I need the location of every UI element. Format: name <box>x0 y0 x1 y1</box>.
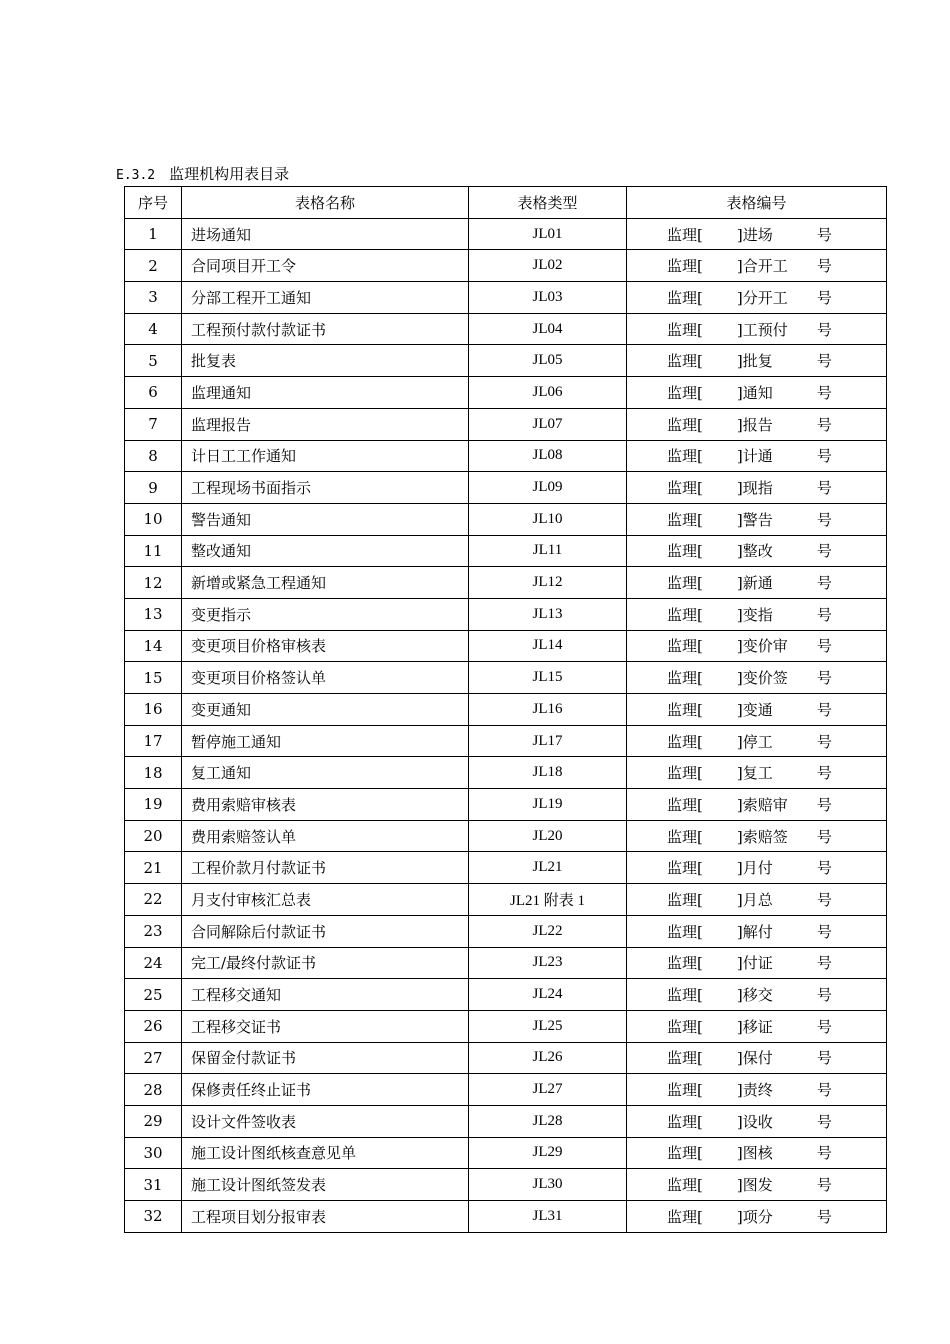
form-code-prefix: 监理[ <box>667 986 703 1005</box>
form-code-abbreviation: ]变价审 <box>736 637 788 656</box>
row-form-type: JL02 <box>469 250 627 282</box>
row-form-code <box>627 345 887 377</box>
form-code-abbreviation: ]变指 <box>736 605 773 624</box>
row-form-type: JL12 <box>469 567 627 599</box>
row-serial-number: 7 <box>125 408 182 440</box>
row-form-code <box>627 789 887 821</box>
row-form-name: 变更项目价格审核表 <box>182 630 469 662</box>
form-code-prefix: 监理[ <box>667 320 703 339</box>
form-code-suffix: 号 <box>816 225 832 244</box>
form-code-prefix: 监理[ <box>667 637 703 656</box>
table-row <box>125 1074 887 1106</box>
row-form-code <box>627 472 887 504</box>
form-code-suffix: 号 <box>816 1144 832 1163</box>
form-code-prefix: 监理[ <box>667 1049 703 1068</box>
row-form-name: 监理报告 <box>182 408 469 440</box>
form-code-prefix: 监理[ <box>667 447 703 466</box>
row-form-type: JL15 <box>469 662 627 694</box>
form-code <box>667 382 832 403</box>
form-code <box>667 255 832 276</box>
row-form-name: 新增或紧急工程通知 <box>182 567 469 599</box>
form-code-prefix: 监理[ <box>667 954 703 973</box>
row-serial-number: 24 <box>125 947 182 979</box>
form-code <box>667 1142 832 1163</box>
row-serial-number: 26 <box>125 1010 182 1042</box>
form-code-prefix: 监理[ <box>667 352 703 371</box>
form-code-abbreviation: ]解付 <box>736 922 773 941</box>
row-form-type: JL20 <box>469 820 627 852</box>
form-code-abbreviation: ]设收 <box>736 1112 773 1131</box>
form-code-abbreviation: ]停工 <box>736 732 773 751</box>
form-code <box>667 699 832 720</box>
form-code-suffix: 号 <box>816 1112 832 1131</box>
form-code-abbreviation: ]通知 <box>736 383 773 402</box>
row-form-code <box>627 725 887 757</box>
form-code-suffix: 号 <box>816 447 832 466</box>
form-code-suffix: 号 <box>816 415 832 434</box>
form-code-abbreviation: ]合开工 <box>736 257 788 276</box>
row-form-name: 工程移交证书 <box>182 1010 469 1042</box>
row-form-name: 月支付审核汇总表 <box>182 884 469 916</box>
row-serial-number: 32 <box>125 1201 182 1233</box>
form-code <box>667 1111 832 1132</box>
table-row <box>125 440 887 472</box>
form-code-suffix: 号 <box>816 954 832 973</box>
row-form-name: 暂停施工通知 <box>182 725 469 757</box>
row-form-name: 批复表 <box>182 345 469 377</box>
row-form-code <box>627 1169 887 1201</box>
form-code <box>667 731 832 752</box>
table-row <box>125 250 887 282</box>
table-row <box>125 757 887 789</box>
row-form-name: 工程项目划分报审表 <box>182 1201 469 1233</box>
table-row <box>125 598 887 630</box>
row-form-code <box>627 1105 887 1137</box>
row-form-type: JL31 <box>469 1201 627 1233</box>
form-code-suffix: 号 <box>816 288 832 307</box>
row-form-code <box>627 979 887 1011</box>
row-serial-number: 27 <box>125 1042 182 1074</box>
form-code-abbreviation: ]移交 <box>736 986 773 1005</box>
section-title: 监理机构用表目录 <box>169 165 290 183</box>
row-form-code <box>627 377 887 409</box>
table-row <box>125 1169 887 1201</box>
form-code-abbreviation: ]整改 <box>736 542 773 561</box>
table-row <box>125 313 887 345</box>
form-code-suffix: 号 <box>816 637 832 656</box>
row-serial-number: 20 <box>125 820 182 852</box>
row-serial-number: 21 <box>125 852 182 884</box>
form-code <box>667 224 832 245</box>
row-form-type: JL27 <box>469 1074 627 1106</box>
table-row <box>125 1010 887 1042</box>
form-code <box>667 350 832 371</box>
table-row <box>125 377 887 409</box>
form-code-suffix: 号 <box>816 1049 832 1068</box>
row-form-type: JL23 <box>469 947 627 979</box>
row-form-code <box>627 250 887 282</box>
row-form-type: JL17 <box>469 725 627 757</box>
form-code-prefix: 监理[ <box>667 1207 703 1226</box>
row-form-type: JL30 <box>469 1169 627 1201</box>
form-code-abbreviation: ]警告 <box>736 510 773 529</box>
table-row <box>125 852 887 884</box>
row-form-name: 警告通知 <box>182 503 469 535</box>
form-code-abbreviation: ]图发 <box>736 1176 773 1195</box>
row-form-name: 完工/最终付款证书 <box>182 947 469 979</box>
row-form-type: JL07 <box>469 408 627 440</box>
form-code-suffix: 号 <box>816 764 832 783</box>
row-serial-number: 1 <box>125 218 182 250</box>
row-form-name: 工程现场书面指示 <box>182 472 469 504</box>
form-code-suffix: 号 <box>816 827 832 846</box>
form-code <box>667 540 832 561</box>
table-row <box>125 662 887 694</box>
form-code-suffix: 号 <box>816 383 832 402</box>
form-code-suffix: 号 <box>816 1207 832 1226</box>
row-serial-number: 16 <box>125 694 182 726</box>
table-row <box>125 218 887 250</box>
row-serial-number: 8 <box>125 440 182 472</box>
form-code-suffix: 号 <box>816 922 832 941</box>
row-form-name: 变更项目价格签认单 <box>182 662 469 694</box>
form-code-abbreviation: ]进场 <box>736 225 773 244</box>
row-form-name: 施工设计图纸核查意见单 <box>182 1137 469 1169</box>
form-code-suffix: 号 <box>816 1081 832 1100</box>
row-serial-number: 14 <box>125 630 182 662</box>
form-code-prefix: 监理[ <box>667 1081 703 1100</box>
row-form-name: 分部工程开工通知 <box>182 282 469 314</box>
row-form-type: JL16 <box>469 694 627 726</box>
row-form-type: JL25 <box>469 1010 627 1042</box>
row-serial-number: 31 <box>125 1169 182 1201</box>
row-form-type: JL11 <box>469 535 627 567</box>
row-form-name: 监理通知 <box>182 377 469 409</box>
row-form-name: 工程预付款付款证书 <box>182 313 469 345</box>
form-code-suffix: 号 <box>816 1176 832 1195</box>
form-code <box>667 667 832 688</box>
row-form-name: 计日工工作通知 <box>182 440 469 472</box>
form-catalog-table <box>124 186 887 1233</box>
table-row <box>125 979 887 1011</box>
row-form-type: JL18 <box>469 757 627 789</box>
form-code-suffix: 号 <box>816 986 832 1005</box>
table-row <box>125 694 887 726</box>
row-serial-number: 18 <box>125 757 182 789</box>
form-code-suffix: 号 <box>816 700 832 719</box>
row-form-code <box>627 440 887 472</box>
row-form-name: 费用索赔签认单 <box>182 820 469 852</box>
form-code-prefix: 监理[ <box>667 479 703 498</box>
row-form-type: JL21 附表 1 <box>469 884 627 916</box>
form-code-prefix: 监理[ <box>667 574 703 593</box>
form-code <box>667 1206 832 1227</box>
table-row <box>125 789 887 821</box>
form-code <box>667 635 832 656</box>
row-form-code <box>627 282 887 314</box>
row-form-code <box>627 535 887 567</box>
form-code-suffix: 号 <box>816 1017 832 1036</box>
form-code-prefix: 监理[ <box>667 827 703 846</box>
form-code-suffix: 号 <box>816 542 832 561</box>
row-form-code <box>627 1010 887 1042</box>
row-form-type: JL04 <box>469 313 627 345</box>
table-row <box>125 1201 887 1233</box>
form-code <box>667 921 832 942</box>
form-code <box>667 509 832 530</box>
form-code-abbreviation: ]图核 <box>736 1144 773 1163</box>
row-form-name: 费用索赔审核表 <box>182 789 469 821</box>
form-code-suffix: 号 <box>816 257 832 276</box>
form-code <box>667 762 832 783</box>
form-code <box>667 857 832 878</box>
form-code-prefix: 监理[ <box>667 288 703 307</box>
row-form-code <box>627 1074 887 1106</box>
row-serial-number: 19 <box>125 789 182 821</box>
table-row <box>125 282 887 314</box>
form-code <box>667 477 832 498</box>
form-code-suffix: 号 <box>816 320 832 339</box>
row-form-name: 工程价款月付款证书 <box>182 852 469 884</box>
form-code <box>667 1174 832 1195</box>
form-code-abbreviation: ]月付 <box>736 859 773 878</box>
form-code-abbreviation: ]项分 <box>736 1207 773 1226</box>
row-form-code <box>627 567 887 599</box>
row-form-type: JL29 <box>469 1137 627 1169</box>
row-form-type: JL28 <box>469 1105 627 1137</box>
form-code-abbreviation: ]报告 <box>736 415 773 434</box>
row-form-code <box>627 884 887 916</box>
row-form-code <box>627 1042 887 1074</box>
table-row <box>125 503 887 535</box>
row-form-type: JL01 <box>469 218 627 250</box>
form-code-prefix: 监理[ <box>667 605 703 624</box>
form-code <box>667 1016 832 1037</box>
table-row <box>125 535 887 567</box>
form-code-prefix: 监理[ <box>667 1144 703 1163</box>
form-code-abbreviation: ]工预付 <box>736 320 788 339</box>
form-code-prefix: 监理[ <box>667 225 703 244</box>
table-body <box>125 218 887 1232</box>
row-serial-number: 9 <box>125 472 182 504</box>
row-form-type: JL08 <box>469 440 627 472</box>
row-serial-number: 30 <box>125 1137 182 1169</box>
form-code-abbreviation: ]批复 <box>736 352 773 371</box>
form-code-prefix: 监理[ <box>667 669 703 688</box>
row-form-type: JL05 <box>469 345 627 377</box>
row-form-name: 整改通知 <box>182 535 469 567</box>
form-code <box>667 414 832 435</box>
form-code-prefix: 监理[ <box>667 859 703 878</box>
row-serial-number: 22 <box>125 884 182 916</box>
form-code-abbreviation: ]索赔审 <box>736 795 788 814</box>
form-code-prefix: 监理[ <box>667 922 703 941</box>
table-row <box>125 408 887 440</box>
form-code-prefix: 监理[ <box>667 383 703 402</box>
form-code-prefix: 监理[ <box>667 764 703 783</box>
row-form-code <box>627 757 887 789</box>
table-row <box>125 630 887 662</box>
row-serial-number: 10 <box>125 503 182 535</box>
row-form-type: JL09 <box>469 472 627 504</box>
row-form-code <box>627 947 887 979</box>
row-form-name: 变更指示 <box>182 598 469 630</box>
form-code-suffix: 号 <box>816 669 832 688</box>
row-form-name: 合同项目开工令 <box>182 250 469 282</box>
row-form-type: JL10 <box>469 503 627 535</box>
row-form-code <box>627 694 887 726</box>
form-code-abbreviation: ]付证 <box>736 954 773 973</box>
row-serial-number: 25 <box>125 979 182 1011</box>
row-form-type: JL24 <box>469 979 627 1011</box>
row-form-name: 设计文件签收表 <box>182 1105 469 1137</box>
row-form-name: 工程移交通知 <box>182 979 469 1011</box>
table-row <box>125 947 887 979</box>
form-code-prefix: 监理[ <box>667 795 703 814</box>
form-code <box>667 445 832 466</box>
form-code-abbreviation: ]责终 <box>736 1081 773 1100</box>
row-serial-number: 5 <box>125 345 182 377</box>
row-form-type: JL26 <box>469 1042 627 1074</box>
table-row <box>125 567 887 599</box>
row-form-code <box>627 598 887 630</box>
row-serial-number: 12 <box>125 567 182 599</box>
form-code <box>667 826 832 847</box>
table-row <box>125 1137 887 1169</box>
header-form-code: 表格编号 <box>627 187 887 219</box>
form-code-prefix: 监理[ <box>667 1112 703 1131</box>
form-code <box>667 984 832 1005</box>
form-code <box>667 572 832 593</box>
row-form-name: 合同解除后付款证书 <box>182 915 469 947</box>
row-serial-number: 15 <box>125 662 182 694</box>
form-code <box>667 319 832 340</box>
row-serial-number: 29 <box>125 1105 182 1137</box>
row-serial-number: 17 <box>125 725 182 757</box>
row-form-name: 复工通知 <box>182 757 469 789</box>
row-serial-number: 23 <box>125 915 182 947</box>
row-serial-number: 2 <box>125 250 182 282</box>
form-code-abbreviation: ]变通 <box>736 700 773 719</box>
row-form-code <box>627 915 887 947</box>
form-code-prefix: 监理[ <box>667 890 703 909</box>
form-code-prefix: 监理[ <box>667 542 703 561</box>
row-form-type: JL22 <box>469 915 627 947</box>
form-code-abbreviation: ]分开工 <box>736 288 788 307</box>
form-code <box>667 604 832 625</box>
row-form-code <box>627 1137 887 1169</box>
table-row <box>125 820 887 852</box>
row-form-name: 施工设计图纸签发表 <box>182 1169 469 1201</box>
form-code-abbreviation: ]计通 <box>736 447 773 466</box>
row-form-type: JL19 <box>469 789 627 821</box>
form-code-abbreviation: ]索赔签 <box>736 827 788 846</box>
row-form-name: 保修责任终止证书 <box>182 1074 469 1106</box>
header-form-type: 表格类型 <box>469 187 627 219</box>
form-code-suffix: 号 <box>816 890 832 909</box>
row-form-code <box>627 852 887 884</box>
table-row <box>125 472 887 504</box>
row-form-code <box>627 1201 887 1233</box>
form-code <box>667 952 832 973</box>
form-code-suffix: 号 <box>816 605 832 624</box>
table-row <box>125 1105 887 1137</box>
form-code-suffix: 号 <box>816 352 832 371</box>
form-code-abbreviation: ]移证 <box>736 1017 773 1036</box>
form-code-prefix: 监理[ <box>667 700 703 719</box>
row-form-name: 变更通知 <box>182 694 469 726</box>
header-serial-number: 序号 <box>125 187 182 219</box>
row-form-code <box>627 820 887 852</box>
form-code <box>667 889 832 910</box>
form-code-prefix: 监理[ <box>667 732 703 751</box>
form-code-suffix: 号 <box>816 732 832 751</box>
table-row <box>125 884 887 916</box>
form-code-abbreviation: ]复工 <box>736 764 773 783</box>
row-serial-number: 11 <box>125 535 182 567</box>
form-code-prefix: 监理[ <box>667 415 703 434</box>
row-serial-number: 4 <box>125 313 182 345</box>
form-code <box>667 794 832 815</box>
form-code-abbreviation: ]月总 <box>736 890 773 909</box>
form-code-abbreviation: ]变价签 <box>736 669 788 688</box>
table-row <box>125 725 887 757</box>
row-form-type: JL03 <box>469 282 627 314</box>
form-code-abbreviation: ]新通 <box>736 574 773 593</box>
section-heading <box>116 164 289 186</box>
form-code-suffix: 号 <box>816 574 832 593</box>
row-form-code <box>627 662 887 694</box>
table-header-row <box>125 187 887 219</box>
form-code-suffix: 号 <box>816 795 832 814</box>
form-code <box>667 1047 832 1068</box>
row-form-code <box>627 503 887 535</box>
row-form-name: 进场通知 <box>182 218 469 250</box>
header-form-name: 表格名称 <box>182 187 469 219</box>
row-serial-number: 6 <box>125 377 182 409</box>
form-code-prefix: 监理[ <box>667 1176 703 1195</box>
row-form-type: JL13 <box>469 598 627 630</box>
row-form-code <box>627 313 887 345</box>
row-serial-number: 13 <box>125 598 182 630</box>
row-form-type: JL06 <box>469 377 627 409</box>
table-row <box>125 345 887 377</box>
form-code-abbreviation: ]现指 <box>736 479 773 498</box>
form-code-prefix: 监理[ <box>667 1017 703 1036</box>
form-code-suffix: 号 <box>816 859 832 878</box>
form-code <box>667 287 832 308</box>
section-number: E.3.2 <box>116 168 156 183</box>
row-form-code <box>627 408 887 440</box>
row-form-code <box>627 218 887 250</box>
table-row <box>125 915 887 947</box>
form-code-abbreviation: ]保付 <box>736 1049 773 1068</box>
row-form-code <box>627 630 887 662</box>
row-form-type: JL14 <box>469 630 627 662</box>
row-serial-number: 3 <box>125 282 182 314</box>
form-code-suffix: 号 <box>816 479 832 498</box>
form-code-prefix: 监理[ <box>667 257 703 276</box>
form-code-prefix: 监理[ <box>667 510 703 529</box>
form-code <box>667 1079 832 1100</box>
form-code-suffix: 号 <box>816 510 832 529</box>
row-form-name: 保留金付款证书 <box>182 1042 469 1074</box>
table-row <box>125 1042 887 1074</box>
row-serial-number: 28 <box>125 1074 182 1106</box>
row-form-type: JL21 <box>469 852 627 884</box>
